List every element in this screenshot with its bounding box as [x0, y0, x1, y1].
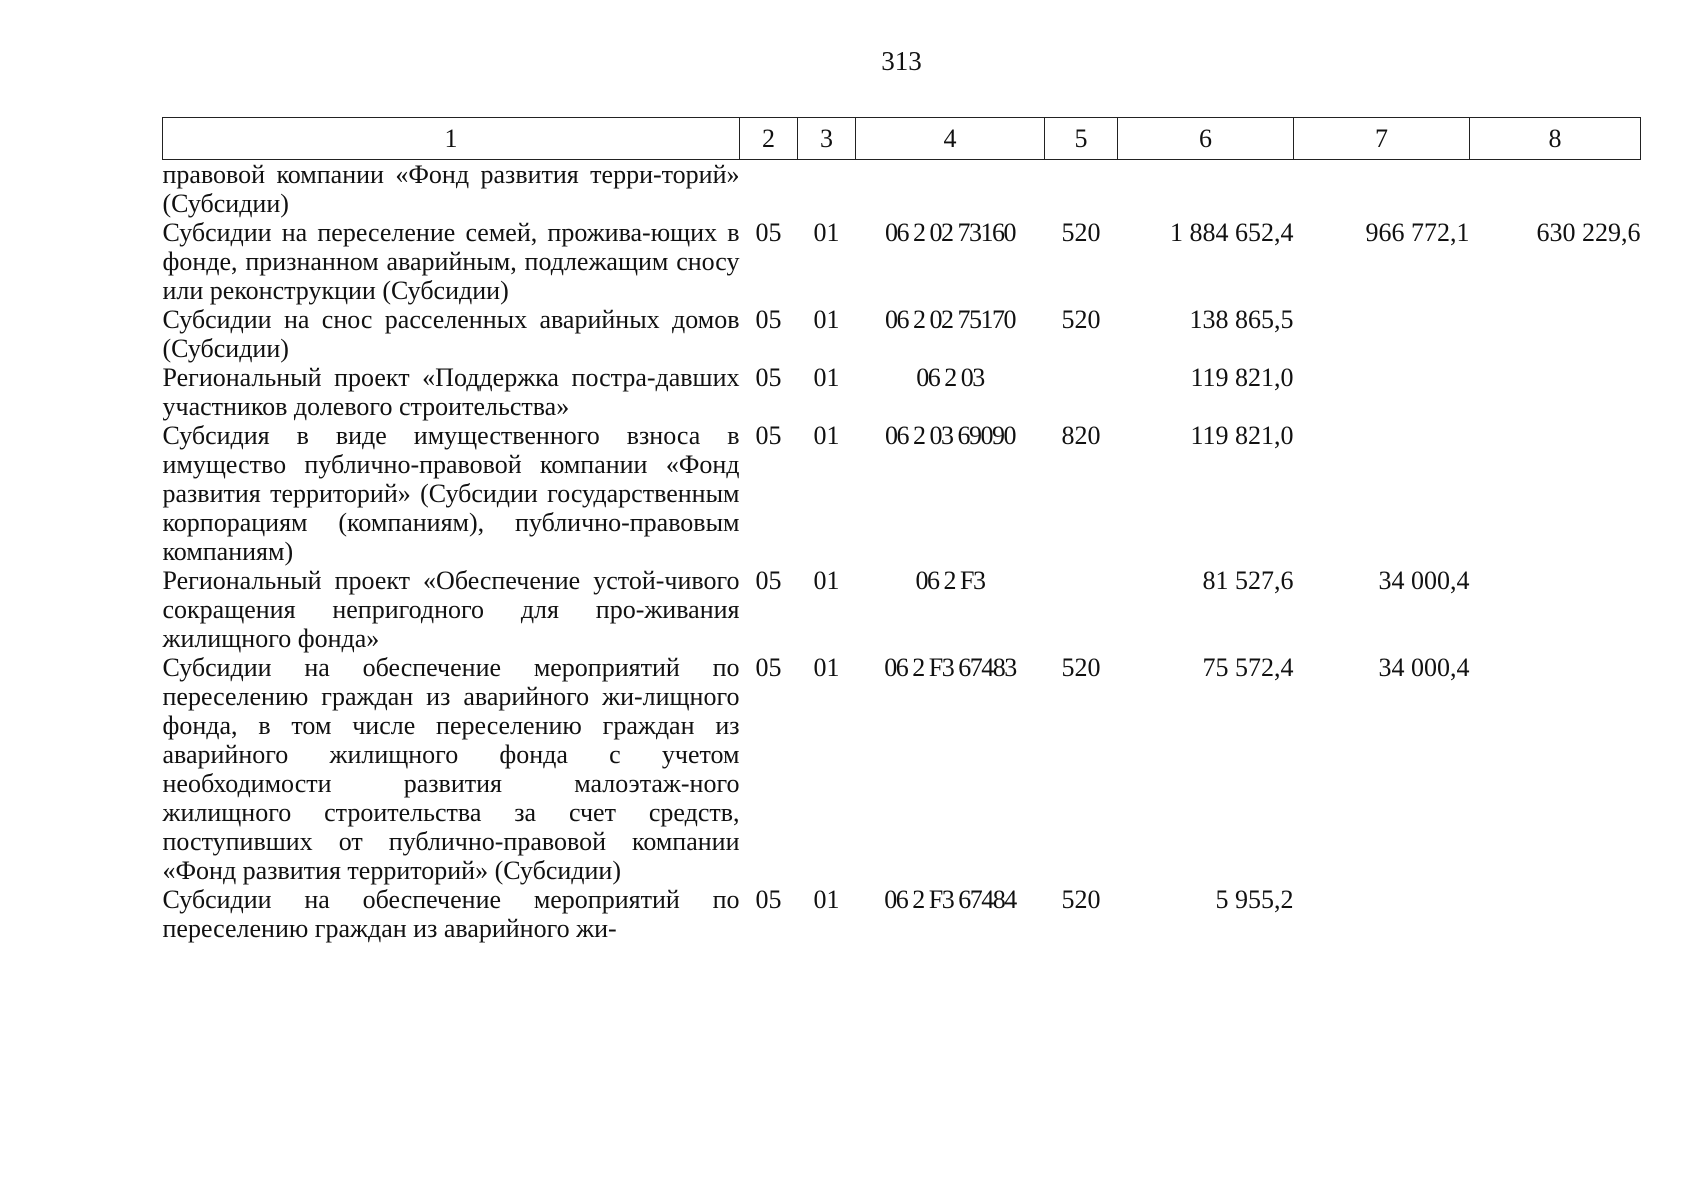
row-name: Субсидии на переселение семей, прожива-ющих в фонде, признанном аварийным, подлежащим сносу или реконструкции (Субсидии)	[162, 218, 740, 305]
table-row	[163, 160, 1641, 219]
table-row	[163, 885, 1641, 943]
page-number: 313	[881, 46, 922, 76]
cell-target-code: 06 2 F3	[915, 566, 985, 595]
cell-amount-6: 81 527,6	[1202, 566, 1294, 595]
cell-amount-8	[1470, 653, 1641, 885]
cell-expense-type	[1045, 566, 1118, 653]
header-row	[163, 118, 1641, 160]
cell-amount-8	[1470, 566, 1641, 653]
cell-amount-6: 5 955,2	[1215, 885, 1294, 914]
column-header-1: 1	[163, 118, 740, 160]
column-header-7: 7	[1294, 118, 1470, 160]
cell-amount-6: 138 865,5	[1189, 305, 1294, 334]
cell-expense-type: 520	[1061, 218, 1101, 247]
cell-target-code: 06 2 03	[916, 363, 984, 392]
cell-subsection: 01	[813, 566, 840, 595]
cell-section: 05	[755, 653, 782, 682]
row-name: Субсидии на снос расселенных аварийных домов (Субсидии)	[162, 305, 740, 363]
cell-section: 05	[755, 305, 782, 334]
cell-target-code	[856, 160, 1045, 219]
cell-amount-7: 34 000,4	[1378, 653, 1470, 682]
column-header-4: 4	[856, 118, 1045, 160]
cell-amount-8: 630 229,6	[1536, 218, 1641, 247]
cell-amount-6: 75 572,4	[1202, 653, 1294, 682]
cell-subsection: 01	[813, 305, 840, 334]
cell-subsection	[798, 160, 856, 219]
column-header-2: 2	[740, 118, 798, 160]
column-header-3: 3	[798, 118, 856, 160]
cell-expense-type: 520	[1061, 885, 1101, 914]
cell-section	[740, 160, 798, 219]
cell-amount-7	[1294, 421, 1470, 566]
row-name: Региональный проект «Поддержка постра-давших участников долевого строительства»	[162, 363, 740, 421]
cell-amount-7: 966 772,1	[1365, 218, 1470, 247]
cell-expense-type: 820	[1061, 421, 1101, 450]
cell-amount-7: 34 000,4	[1378, 566, 1470, 595]
cell-amount-7	[1294, 305, 1470, 363]
cell-section: 05	[755, 885, 782, 914]
cell-amount-8	[1470, 363, 1641, 421]
cell-expense-type	[1045, 160, 1118, 219]
row-name: Субсидии на обеспечение мероприятий по переселению граждан из аварийного жи-лищного фонда, в том числе переселению граждан из аварийного жилищного фонда с учетом необходимости развития малоэтаж-ного жилищного строительства за счет средств, поступивших от публично-правовой компании «Фонд развития территорий» (Субсидии)	[162, 653, 740, 885]
cell-subsection: 01	[813, 885, 840, 914]
table-row	[163, 566, 1641, 653]
cell-amount-7	[1294, 160, 1470, 219]
cell-section: 05	[755, 421, 782, 450]
cell-amount-6	[1118, 160, 1294, 219]
cell-amount-8	[1470, 421, 1641, 566]
row-name: Субсидии на обеспечение мероприятий по переселению граждан из аварийного жи-	[162, 885, 740, 943]
table-row	[163, 421, 1641, 566]
cell-amount-7	[1294, 363, 1470, 421]
cell-subsection: 01	[813, 363, 840, 392]
cell-target-code: 06 2 02 73160	[885, 218, 1015, 247]
cell-amount-7	[1294, 885, 1470, 943]
cell-subsection: 01	[813, 421, 840, 450]
budget-table	[162, 117, 1641, 943]
cell-expense-type: 520	[1061, 653, 1101, 682]
cell-target-code: 06 2 F3 67484	[884, 885, 1016, 914]
cell-target-code: 06 2 02 75170	[885, 305, 1015, 334]
cell-amount-6: 119 821,0	[1190, 421, 1294, 450]
row-name: Субсидия в виде имущественного взноса в имущество публично-правовой компании «Фонд развития территорий» (Субсидии государственным корпорациям (компаниям), публично-правовым компаниям)	[162, 421, 740, 566]
cell-expense-type	[1045, 363, 1118, 421]
cell-amount-6: 1 884 652,4	[1170, 218, 1294, 247]
cell-section: 05	[755, 218, 782, 247]
table-row	[163, 653, 1641, 885]
cell-section: 05	[755, 566, 782, 595]
cell-amount-8	[1470, 885, 1641, 943]
row-name: Региональный проект «Обеспечение устой-чивого сокращения непригодного для про-живания жилищного фонда»	[162, 566, 740, 653]
table-row	[163, 218, 1641, 305]
row-name: правовой компании «Фонд развития терри-торий» (Субсидии)	[162, 160, 740, 218]
table-row	[163, 363, 1641, 421]
cell-target-code: 06 2 F3 67483	[884, 653, 1016, 682]
cell-amount-8	[1470, 305, 1641, 363]
column-header-6: 6	[1118, 118, 1294, 160]
column-header-5: 5	[1045, 118, 1118, 160]
cell-section: 05	[755, 363, 782, 392]
cell-subsection: 01	[813, 653, 840, 682]
column-header-8: 8	[1470, 118, 1641, 160]
table-row	[163, 305, 1641, 363]
cell-subsection: 01	[813, 218, 840, 247]
cell-expense-type: 520	[1061, 305, 1101, 334]
cell-amount-6: 119 821,0	[1190, 363, 1294, 392]
cell-amount-8	[1470, 160, 1641, 219]
cell-target-code: 06 2 03 69090	[885, 421, 1015, 450]
